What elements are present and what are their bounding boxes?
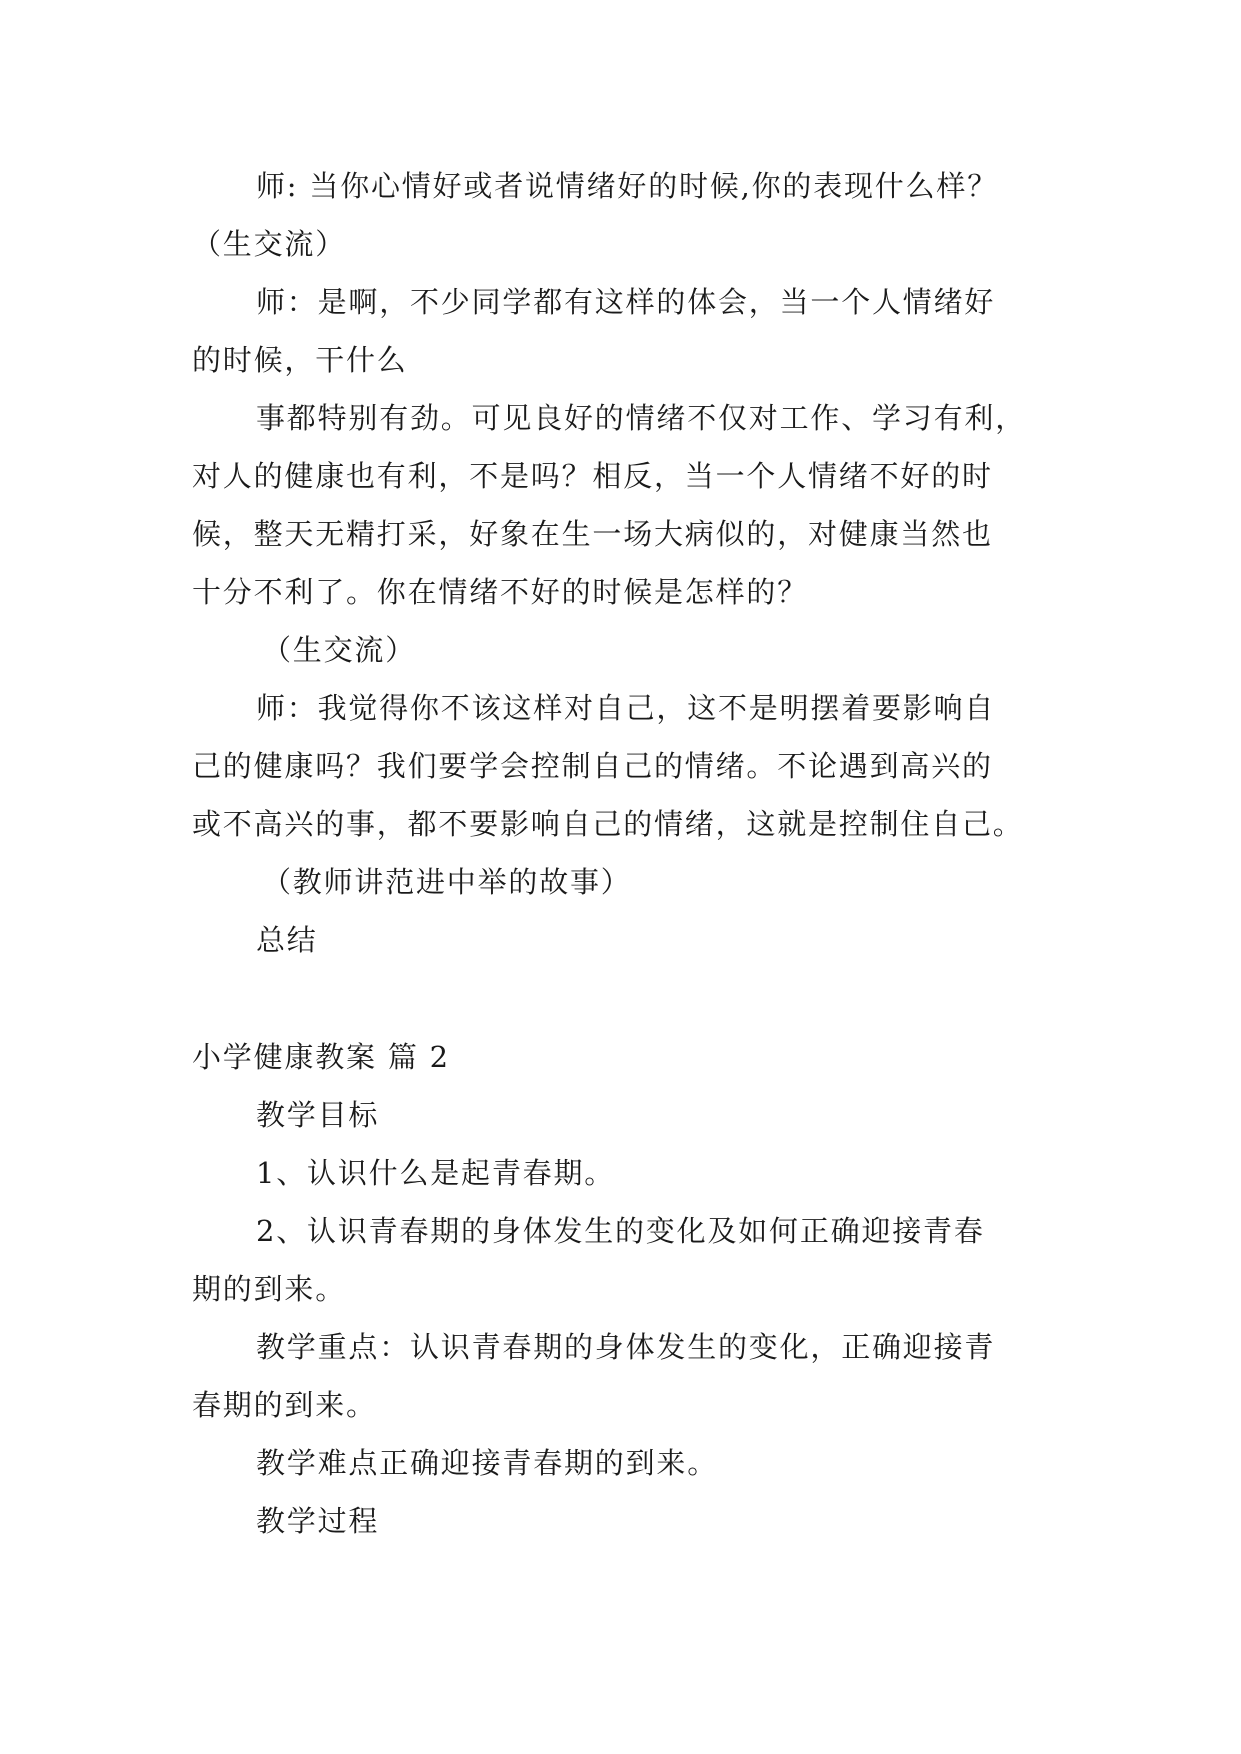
section-heading: 小学健康教案 篇 2 <box>192 1040 450 1074</box>
paragraph-line: （教师讲范进中举的故事） <box>262 865 632 899</box>
paragraph-line: 教学难点正确迎接青春期的到来。 <box>256 1446 719 1480</box>
paragraph-line: 教学目标 <box>256 1098 380 1132</box>
paragraph-line: 或不高兴的事，都不要影响自己的情绪，这就是控制住自己。 <box>192 807 1024 841</box>
paragraph-line: 总结 <box>256 923 318 957</box>
paragraph-line: （生交流） <box>262 633 417 667</box>
paragraph-line: 师：我觉得你不该这样对自己，这不是明摆着要影响自 <box>256 691 996 725</box>
paragraph-line: 对人的健康也有利，不是吗？相反，当一个人情绪不好的时 <box>192 459 993 493</box>
paragraph-line: 教学重点：认识青春期的身体发生的变化，正确迎接青 <box>256 1330 996 1364</box>
paragraph-line: 教学过程 <box>256 1504 380 1538</box>
paragraph-line: 事都特别有劲。可见良好的情绪不仅对工作、学习有利， <box>256 401 1027 435</box>
paragraph-line: 十分不利了。你在情绪不好的时候是怎样的？ <box>192 575 809 609</box>
paragraph-line: 师：是啊，不少同学都有这样的体会，当一个人情绪好 <box>256 285 996 319</box>
paragraph-line: 师: 当你心情好或者说情绪好的时候,你的表现什么样？ <box>256 169 999 203</box>
paragraph-line: 候，整天无精打采，好象在生一场大病似的，对健康当然也 <box>192 517 993 551</box>
paragraph-line: 的时候，干什么 <box>192 343 408 377</box>
paragraph-line: 期的到来。 <box>192 1272 347 1306</box>
paragraph-line: 2、认识青春期的身体发生的变化及如何正确迎接青春 <box>256 1214 985 1248</box>
paragraph-line: 1、认识什么是起青春期。 <box>256 1156 616 1190</box>
paragraph-line: 春期的到来。 <box>192 1388 377 1422</box>
paragraph-line: （生交流） <box>192 227 347 261</box>
paragraph-line: 己的健康吗？我们要学会控制自己的情绪。不论遇到高兴的 <box>192 749 993 783</box>
